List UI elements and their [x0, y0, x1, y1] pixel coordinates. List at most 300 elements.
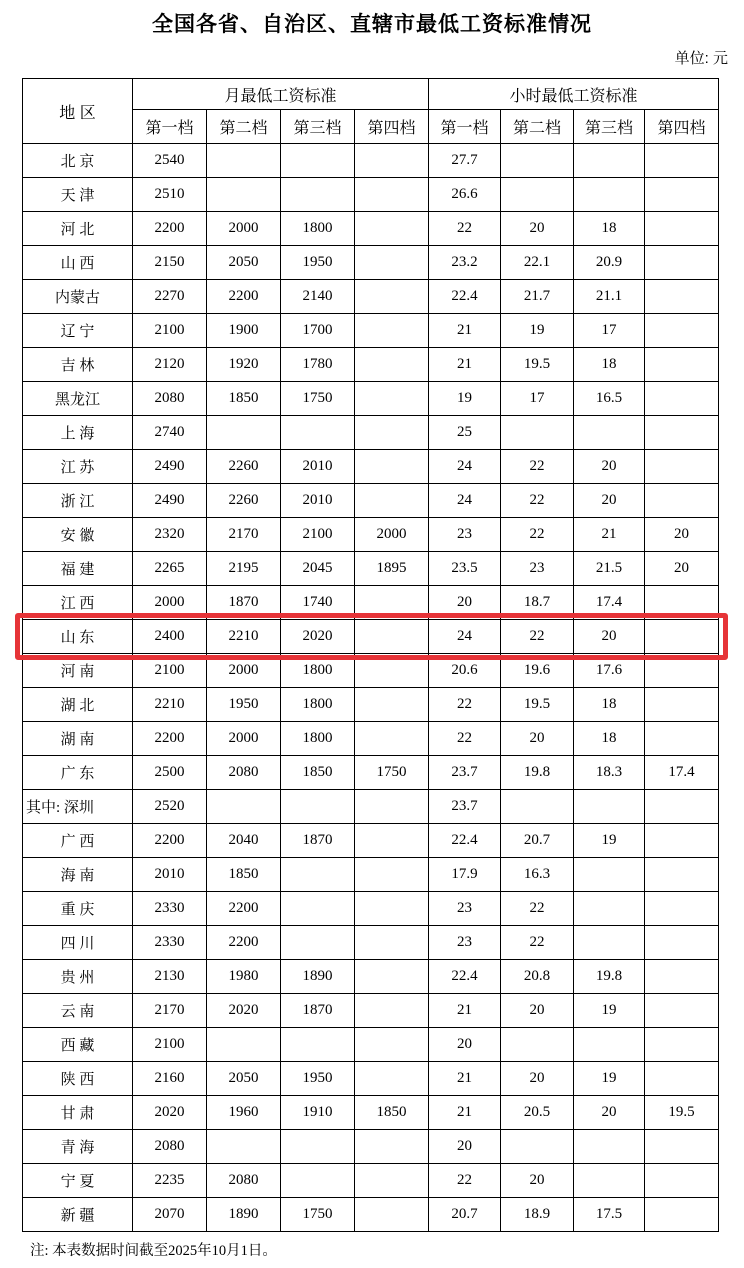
monthly-tier-4-cell: [355, 620, 429, 654]
hourly-tier-1-cell: 22: [429, 212, 501, 246]
monthly-tier-3-cell: [281, 858, 355, 892]
region-cell: 福 建: [23, 552, 133, 586]
hourly-tier-3-cell: 16.5: [574, 382, 645, 416]
monthly-tier-4-cell: [355, 858, 429, 892]
hourly-tier-3-cell: [574, 416, 645, 450]
monthly-tier-2-cell: 2200: [207, 892, 281, 926]
monthly-tier-2-cell: 2050: [207, 246, 281, 280]
monthly-tier-2-cell: 2000: [207, 212, 281, 246]
hourly-tier-3-cell: 18: [574, 688, 645, 722]
monthly-tier-3-cell: 1800: [281, 722, 355, 756]
hourly-tier-3-cell: 19.8: [574, 960, 645, 994]
hourly-tier-2-cell: [501, 1028, 574, 1062]
monthly-tier-1-cell: 2100: [133, 654, 207, 688]
monthly-tier-1-cell: 2100: [133, 314, 207, 348]
hourly-tier-1-cell: 21: [429, 1062, 501, 1096]
hourly-tier-1-cell: 22.4: [429, 824, 501, 858]
hourly-tier-1-cell: 22: [429, 722, 501, 756]
monthly-tier-4-cell: [355, 654, 429, 688]
table-row: [23, 688, 719, 722]
hourly-tier-1-cell: 21: [429, 1096, 501, 1130]
hourly-tier-1-cell: 21: [429, 348, 501, 382]
monthly-tier-1-cell: 2130: [133, 960, 207, 994]
hourly-tier-2-header: 第二档: [501, 110, 574, 144]
monthly-tier-3-cell: [281, 926, 355, 960]
hourly-tier-1-cell: 20.7: [429, 1198, 501, 1232]
monthly-tier-1-cell: 2170: [133, 994, 207, 1028]
monthly-tier-2-cell: 1920: [207, 348, 281, 382]
hourly-tier-4-cell: [645, 484, 719, 518]
monthly-tier-4-cell: [355, 280, 429, 314]
region-cell: 西 藏: [23, 1028, 133, 1062]
region-cell: 江 西: [23, 586, 133, 620]
hourly-tier-1-cell: 22: [429, 688, 501, 722]
hourly-tier-4-cell: 20: [645, 552, 719, 586]
monthly-tier-3-cell: 1750: [281, 1198, 355, 1232]
hourly-tier-1-cell: 27.7: [429, 144, 501, 178]
table-row: [23, 620, 719, 654]
monthly-tier-3-cell: 1870: [281, 824, 355, 858]
monthly-tier-3-cell: [281, 1028, 355, 1062]
region-column-header: 地 区: [23, 79, 133, 144]
hourly-tier-4-cell: [645, 586, 719, 620]
region-cell: 内蒙古: [23, 280, 133, 314]
hourly-tier-4-cell: [645, 1198, 719, 1232]
hourly-tier-1-cell: 23.7: [429, 756, 501, 790]
table-row: [23, 314, 719, 348]
table-row: [23, 654, 719, 688]
table-row: [23, 178, 719, 212]
monthly-tier-1-cell: 2265: [133, 552, 207, 586]
table-row: [23, 858, 719, 892]
hourly-tier-3-cell: [574, 144, 645, 178]
hourly-tier-4-header: 第四档: [645, 110, 719, 144]
hourly-tier-1-cell: 24: [429, 484, 501, 518]
hourly-tier-2-cell: 19.6: [501, 654, 574, 688]
unit-label: 单位: 元: [674, 50, 728, 67]
hourly-tier-2-cell: 20: [501, 994, 574, 1028]
monthly-tier-4-cell: [355, 1062, 429, 1096]
monthly-tier-2-cell: 1980: [207, 960, 281, 994]
monthly-tier-1-header: 第一档: [133, 110, 207, 144]
hourly-tier-1-cell: 20.6: [429, 654, 501, 688]
region-cell: 贵 州: [23, 960, 133, 994]
monthly-tier-4-cell: [355, 144, 429, 178]
hourly-tier-4-cell: [645, 280, 719, 314]
region-cell: 重 庆: [23, 892, 133, 926]
monthly-tier-2-cell: 2080: [207, 756, 281, 790]
monthly-tier-4-cell: [355, 178, 429, 212]
hourly-tier-1-cell: 24: [429, 450, 501, 484]
hourly-tier-2-cell: 19.5: [501, 348, 574, 382]
hourly-tier-4-cell: [645, 416, 719, 450]
monthly-tier-4-cell: [355, 1130, 429, 1164]
monthly-tier-4-cell: 1850: [355, 1096, 429, 1130]
hourly-tier-3-cell: 18: [574, 348, 645, 382]
monthly-tier-3-cell: 1740: [281, 586, 355, 620]
monthly-tier-3-cell: [281, 178, 355, 212]
hourly-tier-2-cell: [501, 144, 574, 178]
table-body: [23, 144, 719, 1232]
hourly-tier-2-cell: 20: [501, 1164, 574, 1198]
monthly-tier-1-cell: 2160: [133, 1062, 207, 1096]
monthly-tier-3-cell: 2140: [281, 280, 355, 314]
hourly-tier-1-cell: 23.7: [429, 790, 501, 824]
monthly-tier-4-cell: [355, 994, 429, 1028]
monthly-tier-2-cell: 2200: [207, 280, 281, 314]
table-row: [23, 824, 719, 858]
hourly-tier-2-cell: 19.5: [501, 688, 574, 722]
hourly-tier-1-cell: 22.4: [429, 280, 501, 314]
hourly-tier-4-cell: [645, 1164, 719, 1198]
table-row: [23, 960, 719, 994]
monthly-tier-1-cell: 2010: [133, 858, 207, 892]
hourly-tier-2-cell: 22: [501, 892, 574, 926]
hourly-tier-1-cell: 20: [429, 1130, 501, 1164]
region-cell: 黑龙江: [23, 382, 133, 416]
table-row: [23, 246, 719, 280]
region-cell: 陕 西: [23, 1062, 133, 1096]
hourly-tier-3-cell: 19: [574, 994, 645, 1028]
hourly-group-header: 小时最低工资标准: [429, 79, 719, 110]
region-cell: 青 海: [23, 1130, 133, 1164]
region-cell: 宁 夏: [23, 1164, 133, 1198]
monthly-tier-2-cell: 1850: [207, 382, 281, 416]
monthly-tier-1-cell: 2490: [133, 484, 207, 518]
table-row: [23, 1062, 719, 1096]
hourly-tier-2-cell: 22: [501, 484, 574, 518]
hourly-tier-3-cell: [574, 790, 645, 824]
hourly-tier-3-cell: [574, 858, 645, 892]
monthly-tier-3-cell: 1750: [281, 382, 355, 416]
hourly-tier-4-cell: 17.4: [645, 756, 719, 790]
monthly-tier-4-cell: 2000: [355, 518, 429, 552]
monthly-tier-2-cell: 2170: [207, 518, 281, 552]
hourly-tier-3-cell: 19: [574, 824, 645, 858]
hourly-tier-2-cell: 18.9: [501, 1198, 574, 1232]
monthly-tier-1-cell: 2200: [133, 824, 207, 858]
region-cell: 山 西: [23, 246, 133, 280]
hourly-tier-4-cell: [645, 348, 719, 382]
table-row: [23, 416, 719, 450]
monthly-tier-2-cell: [207, 178, 281, 212]
hourly-tier-2-cell: 20.5: [501, 1096, 574, 1130]
monthly-tier-2-cell: 1870: [207, 586, 281, 620]
monthly-tier-3-cell: 2010: [281, 484, 355, 518]
hourly-tier-3-cell: 19: [574, 1062, 645, 1096]
hourly-tier-1-cell: 24: [429, 620, 501, 654]
hourly-tier-2-cell: 23: [501, 552, 574, 586]
monthly-tier-1-cell: 2100: [133, 1028, 207, 1062]
monthly-tier-1-cell: 2150: [133, 246, 207, 280]
monthly-tier-1-cell: 2270: [133, 280, 207, 314]
monthly-tier-2-cell: 2040: [207, 824, 281, 858]
monthly-tier-3-cell: [281, 1164, 355, 1198]
monthly-tier-3-header: 第三档: [281, 110, 355, 144]
hourly-tier-3-cell: [574, 1164, 645, 1198]
monthly-tier-1-cell: 2520: [133, 790, 207, 824]
hourly-tier-2-cell: 16.3: [501, 858, 574, 892]
monthly-tier-2-cell: 2000: [207, 722, 281, 756]
hourly-tier-4-cell: [645, 654, 719, 688]
monthly-tier-4-cell: [355, 688, 429, 722]
table-row: [23, 722, 719, 756]
hourly-tier-1-cell: 22.4: [429, 960, 501, 994]
monthly-tier-4-cell: [355, 960, 429, 994]
monthly-tier-3-cell: 2010: [281, 450, 355, 484]
hourly-tier-2-cell: 18.7: [501, 586, 574, 620]
monthly-tier-4-cell: [355, 348, 429, 382]
monthly-tier-4-cell: [355, 416, 429, 450]
footnote: 注: 本表数据时间截至2025年10月1日。: [30, 1243, 277, 1259]
monthly-tier-3-cell: 1870: [281, 994, 355, 1028]
monthly-tier-2-cell: [207, 416, 281, 450]
monthly-tier-1-cell: 2400: [133, 620, 207, 654]
monthly-tier-1-cell: 2740: [133, 416, 207, 450]
hourly-tier-2-cell: 22: [501, 926, 574, 960]
monthly-tier-3-cell: 1780: [281, 348, 355, 382]
hourly-tier-1-cell: 23.2: [429, 246, 501, 280]
hourly-tier-3-cell: 18: [574, 212, 645, 246]
monthly-tier-2-cell: [207, 1130, 281, 1164]
hourly-tier-1-cell: 21: [429, 314, 501, 348]
hourly-tier-1-cell: 19: [429, 382, 501, 416]
monthly-tier-3-cell: [281, 892, 355, 926]
monthly-tier-3-cell: 2045: [281, 552, 355, 586]
monthly-tier-3-cell: [281, 1130, 355, 1164]
monthly-tier-1-cell: 2070: [133, 1198, 207, 1232]
monthly-tier-2-cell: 1890: [207, 1198, 281, 1232]
hourly-tier-2-cell: 22.1: [501, 246, 574, 280]
hourly-tier-3-cell: [574, 178, 645, 212]
hourly-tier-4-cell: [645, 960, 719, 994]
table-row: [23, 1028, 719, 1062]
monthly-tier-4-cell: [355, 212, 429, 246]
hourly-tier-3-cell: [574, 892, 645, 926]
monthly-tier-3-cell: 1700: [281, 314, 355, 348]
monthly-tier-3-cell: 1800: [281, 654, 355, 688]
monthly-tier-3-cell: 1950: [281, 246, 355, 280]
monthly-tier-1-cell: 2210: [133, 688, 207, 722]
hourly-tier-1-header: 第一档: [429, 110, 501, 144]
hourly-tier-3-header: 第三档: [574, 110, 645, 144]
monthly-tier-2-cell: 2260: [207, 450, 281, 484]
monthly-tier-2-cell: 1950: [207, 688, 281, 722]
monthly-tier-4-cell: [355, 246, 429, 280]
hourly-tier-3-cell: 20.9: [574, 246, 645, 280]
hourly-tier-3-cell: 18.3: [574, 756, 645, 790]
region-cell: 山 东: [23, 620, 133, 654]
table-row: [23, 450, 719, 484]
hourly-tier-2-cell: [501, 790, 574, 824]
hourly-tier-3-cell: [574, 1130, 645, 1164]
hourly-tier-1-cell: 23: [429, 518, 501, 552]
hourly-tier-1-cell: 23: [429, 926, 501, 960]
hourly-tier-3-cell: 17.6: [574, 654, 645, 688]
region-cell: 上 海: [23, 416, 133, 450]
region-cell: 天 津: [23, 178, 133, 212]
region-cell: 四 川: [23, 926, 133, 960]
monthly-tier-2-cell: [207, 790, 281, 824]
monthly-tier-2-cell: 1850: [207, 858, 281, 892]
monthly-tier-3-cell: 2020: [281, 620, 355, 654]
monthly-tier-4-cell: [355, 722, 429, 756]
monthly-tier-4-header: 第四档: [355, 110, 429, 144]
table-row: [23, 348, 719, 382]
region-cell: 北 京: [23, 144, 133, 178]
monthly-tier-3-cell: [281, 144, 355, 178]
monthly-tier-3-cell: 2100: [281, 518, 355, 552]
hourly-tier-4-cell: [645, 1130, 719, 1164]
monthly-tier-4-cell: 1750: [355, 756, 429, 790]
hourly-tier-2-cell: [501, 178, 574, 212]
hourly-tier-4-cell: 20: [645, 518, 719, 552]
table-row: [23, 994, 719, 1028]
table-row: [23, 144, 719, 178]
monthly-tier-4-cell: [355, 892, 429, 926]
monthly-tier-1-cell: 2490: [133, 450, 207, 484]
table-row: [23, 756, 719, 790]
region-cell: 辽 宁: [23, 314, 133, 348]
monthly-tier-4-cell: [355, 1198, 429, 1232]
hourly-tier-4-cell: [645, 450, 719, 484]
hourly-tier-4-cell: [645, 994, 719, 1028]
hourly-tier-3-cell: 21: [574, 518, 645, 552]
table-row: [23, 1096, 719, 1130]
hourly-tier-2-cell: 17: [501, 382, 574, 416]
hourly-tier-4-cell: [645, 144, 719, 178]
region-cell: 安 徽: [23, 518, 133, 552]
hourly-tier-4-cell: 19.5: [645, 1096, 719, 1130]
table-row: [23, 518, 719, 552]
table-row: [23, 484, 719, 518]
region-cell: 河 北: [23, 212, 133, 246]
hourly-tier-3-cell: [574, 926, 645, 960]
hourly-tier-1-cell: 26.6: [429, 178, 501, 212]
monthly-tier-2-cell: 2210: [207, 620, 281, 654]
monthly-tier-3-cell: 1950: [281, 1062, 355, 1096]
hourly-tier-1-cell: 21: [429, 994, 501, 1028]
hourly-tier-3-cell: 18: [574, 722, 645, 756]
hourly-tier-4-cell: [645, 722, 719, 756]
table-row: [23, 1198, 719, 1232]
monthly-tier-1-cell: 2200: [133, 722, 207, 756]
monthly-tier-4-cell: [355, 790, 429, 824]
table-wrapper: [0, 78, 744, 1232]
monthly-tier-4-cell: [355, 450, 429, 484]
monthly-tier-3-cell: 1890: [281, 960, 355, 994]
monthly-tier-4-cell: [355, 824, 429, 858]
hourly-tier-2-cell: 22: [501, 518, 574, 552]
monthly-tier-1-cell: 2330: [133, 892, 207, 926]
monthly-tier-1-cell: 2330: [133, 926, 207, 960]
hourly-tier-3-cell: 17: [574, 314, 645, 348]
monthly-tier-1-cell: 2020: [133, 1096, 207, 1130]
hourly-tier-2-cell: 22: [501, 620, 574, 654]
hourly-tier-3-cell: 20: [574, 484, 645, 518]
hourly-tier-1-cell: 25: [429, 416, 501, 450]
monthly-tier-2-cell: 2000: [207, 654, 281, 688]
monthly-tier-3-cell: 1800: [281, 212, 355, 246]
hourly-tier-2-cell: 21.7: [501, 280, 574, 314]
table-row: [23, 382, 719, 416]
hourly-tier-2-cell: 20.8: [501, 960, 574, 994]
monthly-tier-1-cell: 2080: [133, 382, 207, 416]
monthly-tier-2-cell: 2260: [207, 484, 281, 518]
hourly-tier-3-cell: 21.5: [574, 552, 645, 586]
monthly-tier-2-cell: [207, 1028, 281, 1062]
region-cell: 江 苏: [23, 450, 133, 484]
hourly-tier-4-cell: [645, 688, 719, 722]
hourly-tier-4-cell: [645, 1062, 719, 1096]
hourly-tier-4-cell: [645, 858, 719, 892]
hourly-tier-4-cell: [645, 382, 719, 416]
region-cell: 甘 肃: [23, 1096, 133, 1130]
monthly-tier-2-cell: 2050: [207, 1062, 281, 1096]
hourly-tier-2-cell: 20: [501, 722, 574, 756]
monthly-tier-1-cell: 2000: [133, 586, 207, 620]
table-row: [23, 892, 719, 926]
hourly-tier-1-cell: 23: [429, 892, 501, 926]
hourly-tier-4-cell: [645, 1028, 719, 1062]
region-cell: 海 南: [23, 858, 133, 892]
hourly-tier-4-cell: [645, 790, 719, 824]
hourly-tier-1-cell: 23.5: [429, 552, 501, 586]
hourly-tier-2-cell: 19.8: [501, 756, 574, 790]
hourly-tier-4-cell: [645, 824, 719, 858]
monthly-tier-2-cell: 2080: [207, 1164, 281, 1198]
monthly-tier-4-cell: [355, 926, 429, 960]
hourly-tier-4-cell: [645, 620, 719, 654]
region-cell: 河 南: [23, 654, 133, 688]
table-row: [23, 790, 719, 824]
monthly-tier-3-cell: 1800: [281, 688, 355, 722]
monthly-tier-3-cell: 1910: [281, 1096, 355, 1130]
monthly-tier-3-cell: [281, 416, 355, 450]
monthly-tier-3-cell: 1850: [281, 756, 355, 790]
region-cell: 浙 江: [23, 484, 133, 518]
monthly-tier-1-cell: 2540: [133, 144, 207, 178]
monthly-tier-1-cell: 2200: [133, 212, 207, 246]
monthly-tier-4-cell: [355, 314, 429, 348]
table-row: [23, 212, 719, 246]
monthly-tier-2-cell: 1960: [207, 1096, 281, 1130]
monthly-tier-1-cell: 2080: [133, 1130, 207, 1164]
monthly-tier-1-cell: 2320: [133, 518, 207, 552]
wage-table: [22, 78, 719, 1232]
region-cell: 新 疆: [23, 1198, 133, 1232]
hourly-tier-2-cell: 19: [501, 314, 574, 348]
region-cell: 吉 林: [23, 348, 133, 382]
monthly-tier-2-header: 第二档: [207, 110, 281, 144]
hourly-tier-3-cell: 17.5: [574, 1198, 645, 1232]
hourly-tier-4-cell: [645, 892, 719, 926]
table-header: [23, 79, 719, 144]
hourly-tier-3-cell: 20: [574, 620, 645, 654]
region-cell: 湖 南: [23, 722, 133, 756]
monthly-tier-1-cell: 2120: [133, 348, 207, 382]
hourly-tier-3-cell: 20: [574, 1096, 645, 1130]
monthly-tier-1-cell: 2235: [133, 1164, 207, 1198]
region-cell: 其中: 深圳: [23, 790, 133, 824]
hourly-tier-4-cell: [645, 926, 719, 960]
hourly-tier-1-cell: 20: [429, 586, 501, 620]
hourly-tier-4-cell: [645, 314, 719, 348]
monthly-tier-1-cell: 2510: [133, 178, 207, 212]
hourly-tier-3-cell: 21.1: [574, 280, 645, 314]
table-row: [23, 926, 719, 960]
monthly-tier-2-cell: 1900: [207, 314, 281, 348]
